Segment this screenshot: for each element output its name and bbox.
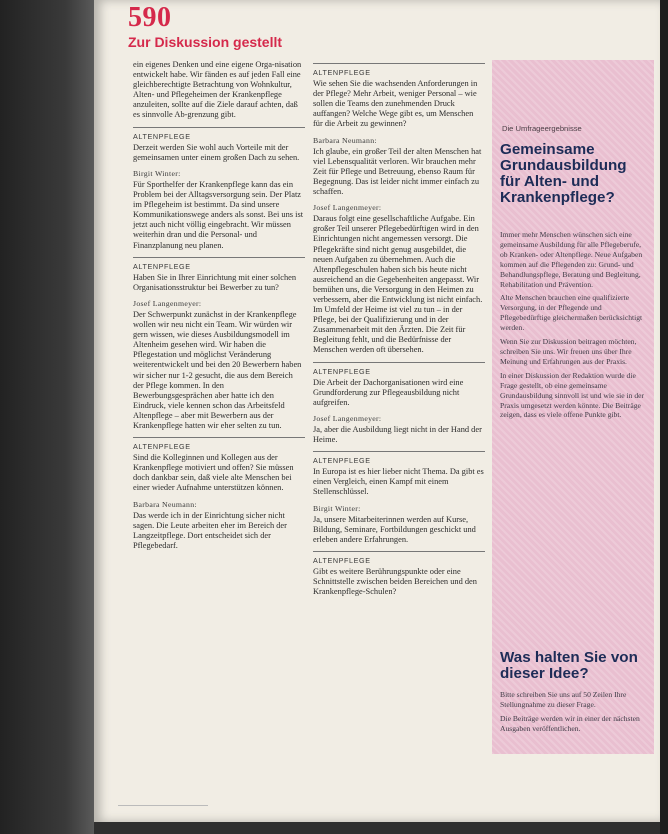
- sidebar-paragraph: Wenn Sie zur Diskussion beitragen möchten, schreiben Sie uns. Wir freuen uns über Ihre Meinung und Erfahrungen aus der Praxis.: [500, 337, 637, 366]
- interview-block: [313, 551, 485, 597]
- interview-block: [313, 362, 485, 408]
- sidebar-paragraph: Immer mehr Menschen wünschen sich eine gemeinsame Ausbildung für alle Pflegeberufe, ob Kranken- oder Altenpflege. Neue Aufgaben kommen auf die Pflegenden zu: Grund- und Behandlungspflege, Beratung und Begleitung, Rehabilitation und Prävention.: [500, 230, 643, 289]
- speaker-name: Barbara Neumann:: [313, 135, 377, 145]
- interview-text: ein eigenes Denken und eine eigene Orga-nisation entwickelt habe. Wir fänden es auf jeden Fall eine gleichberechtigte Betrachtung von Wohnkultur, Alten- und Pflegeheimen der Krankenpflege anzuleiten, sollte auf die Ziele darauf achten, daß es sinnvolle Ab-grenzung gibt.: [133, 60, 302, 120]
- interview-text: Gibt es weitere Berührungspunkte oder eine Schnittstelle zwischen beiden Bereichen und den Krankenpflege-Schulen?: [313, 567, 477, 597]
- sidebar-paragraph: Die Beiträge werden wir in einer der nächsten Ausgaben veröffentlichen.: [500, 713, 640, 733]
- interviewer-label: ALTENPFLEGE: [133, 131, 191, 141]
- interview-block: [133, 60, 305, 121]
- sidebar-title: Gemeinsame Grundausbildung für Alten- und Krankenpflege?: [500, 141, 627, 206]
- speaker-name: Josef Langenmeyer:: [313, 203, 382, 213]
- article-column-1: [133, 60, 305, 557]
- sidebar-question-body: [500, 690, 650, 738]
- speaker-name: Josef Langenmeyer:: [133, 298, 202, 308]
- interview-block: [313, 504, 485, 545]
- speaker-name: Birgit Winter:: [133, 168, 181, 178]
- interview-text: Daraus folgt eine gesellschaftliche Aufgabe. Ein großer Teil unserer Pflegebedürftigen wird in den Einrichtungen nicht angemessen versorgt. Die Pflegekräfte sind nicht genug ausgebildet, die neuen Aufgaben zu übernehmen. Auch die Altenpflegeschulen haben sich bis heute nicht ausreichend an die Gegebenheiten angepasst. Wir bemühen uns, die Versorgung in den Heimen zu verbessern, aber die Entwicklung ist nicht einfach. Im Umfeld der Heime ist viel zu tun – in der Pflege, bei der Qualifizierung und in der Zusammenarbeit mit den Ärzten. Die Zeit für Begleitung fehlt, und die Bedürfnisse der Menschen werden oft übersehen.: [313, 214, 483, 355]
- interviewer-label: ALTENPFLEGE: [313, 555, 371, 565]
- section-rule: [133, 257, 305, 258]
- interview-text: Das werde ich in der Einrichtung sicher nicht sagen. Die Leute arbeiten eher im Bereich der Langzeitpflege. Dort entscheidet sich der Pflegebedarf.: [133, 510, 287, 550]
- interview-block: [133, 169, 305, 251]
- interview-block: [313, 136, 485, 198]
- interview-block: [313, 414, 485, 445]
- sidebar-box: [492, 60, 654, 754]
- sidebar-question-title: Was halten Sie von dieser Idee?: [500, 649, 638, 682]
- interviewer-label: ALTENPFLEGE: [313, 366, 371, 376]
- sidebar-paragraph: In einer Diskussion der Redaktion wurde die Frage gestellt, ob eine gemeinsame Grundausbildung sinnvoll ist und wie sie in der Praxis umgesetzt werden könnte. Die Beiträge zeigen, dass es viele offene Punkte gibt.: [500, 370, 645, 420]
- interview-text: Ja, aber die Ausbildung liegt nicht in der Hand der Heime.: [313, 425, 482, 445]
- page-edge: [660, 0, 668, 834]
- interview-block: [133, 500, 305, 551]
- interviewer-label: ALTENPFLEGE: [133, 442, 191, 452]
- interview-block: [133, 257, 305, 293]
- sidebar-paragraph: Alte Menschen brauchen eine qualifizierte Versorgung, in der Pflegende und Pflegebedürftige gleichermaßen berücksichtigt werden.: [500, 293, 643, 333]
- page-number: 590: [128, 2, 172, 33]
- footer-rule: [118, 805, 208, 806]
- page-heading: Zur Diskussion gestellt: [128, 34, 283, 50]
- interview-block: [313, 63, 485, 130]
- interview-text: Haben Sie in Ihrer Einrichtung mit einer solchen Organisationsstruktur bei Bewerber zu tun?: [133, 272, 297, 292]
- speaker-name: Josef Langenmeyer:: [313, 413, 382, 423]
- sidebar-label: Die Umfrageergebnisse: [502, 124, 582, 133]
- article-column-2: [313, 60, 485, 603]
- interview-text: In Europa ist es hier lieber nicht Thema. Da gibt es einen Vergleich, einen Kampf mit einem Stellenschlüssel.: [313, 467, 484, 497]
- interview-text: Wie sehen Sie die wachsenden Anforderungen in der Pflege? Mehr Arbeit, weniger Personal – wie sollen die Teams den zunehmenden Druck auffangen? Welche Wege gibt es, um Menschen für die Arbeit zu gewinnen?: [313, 79, 478, 129]
- sidebar-paragraph: Bitte schreiben Sie uns auf 50 Zeilen Ihre Stellungnahme zu dieser Frage.: [500, 690, 627, 709]
- interview-text: Ich glaube, ein großer Teil der alten Menschen hat viel Lebensqualität verloren. Wir brauchen mehr Zeit für Pflege und Betreuung, ebenso Raum für Begegnung. Das ist leider nicht immer einfach zu schaffen.: [313, 146, 482, 197]
- interview-text: Ja, unsere Mitarbeiterinnen werden auf Kurse, Bildung, Seminare, Fortbildungen geschickt und erleben andere Erfahrungen.: [313, 514, 476, 544]
- interview-text: Die Arbeit der Dachorganisationen wird eine Grundforderung zur Pflegeausbildung nicht aufgreifen.: [313, 377, 464, 407]
- interviewer-label: ALTENPFLEGE: [313, 68, 371, 77]
- binding-shadow: [0, 0, 94, 834]
- interview-block: [133, 299, 305, 431]
- interviewer-label: ALTENPFLEGE: [133, 261, 191, 271]
- section-rule: [313, 451, 485, 452]
- section-rule: [313, 551, 485, 552]
- section-rule: [133, 437, 305, 438]
- interview-text: Derzeit werden Sie wohl auch Vorteile mit der gemeinsamen unter einem großen Dach zu sehen.: [133, 142, 300, 162]
- section-rule: [133, 127, 305, 128]
- interview-block: [133, 437, 305, 493]
- sidebar-body: [500, 230, 650, 424]
- section-rule: [313, 362, 485, 363]
- interview-block: [133, 127, 305, 163]
- interview-text: Der Schwerpunkt zunächst in der Krankenpflege wollen wir neu nicht ein Team. Wir würden wir gern wissen, wie dieses Ausbildungsmodell im Altenheim gesehen wird. Wir haben die Pflegestation und möglichst Veränderung weiterentwickelt und bei den 20 Bewerbern haben wir sicher nur 1-2 gesucht, die aus dem Bereich der Pflege kommen. In den Bewerbungsgesprächen aber hatte ich den Eindruck, viele kennen schon das Arbeitsfeld Altenpflege – aber mit Bewerbern aus der Krankenpflege hatten wir eher selten zu tun.: [133, 309, 302, 430]
- section-rule: [313, 63, 485, 64]
- interviewer-label: ALTENPFLEGE: [313, 456, 371, 466]
- interview-text: Für Sporthelfer der Krankenpflege kann das ein Problem bei der Alltagsversorgung sein. Der Platz im Pflegeheim ist bestimmt. Da sind unsere Kommunikationswege anders als sonst. Bei uns ist jetzt auch nicht völlig eingebracht. Wir müssen weiterhin dran und die Personal- und Finanzplanung neu planen.: [133, 179, 304, 250]
- interview-block: [313, 451, 485, 497]
- interview-text: Sind die Kolleginnen und Kollegen aus der Krankenpflege motiviert und offen? Sie müssen doch dankbar sein, daß viele alte Menschen bei einer wieder Aufnahme unterstützen können.: [133, 453, 294, 493]
- speaker-name: Barbara Neumann:: [133, 499, 197, 509]
- speaker-name: Birgit Winter:: [313, 503, 361, 513]
- interview-block: [313, 203, 485, 355]
